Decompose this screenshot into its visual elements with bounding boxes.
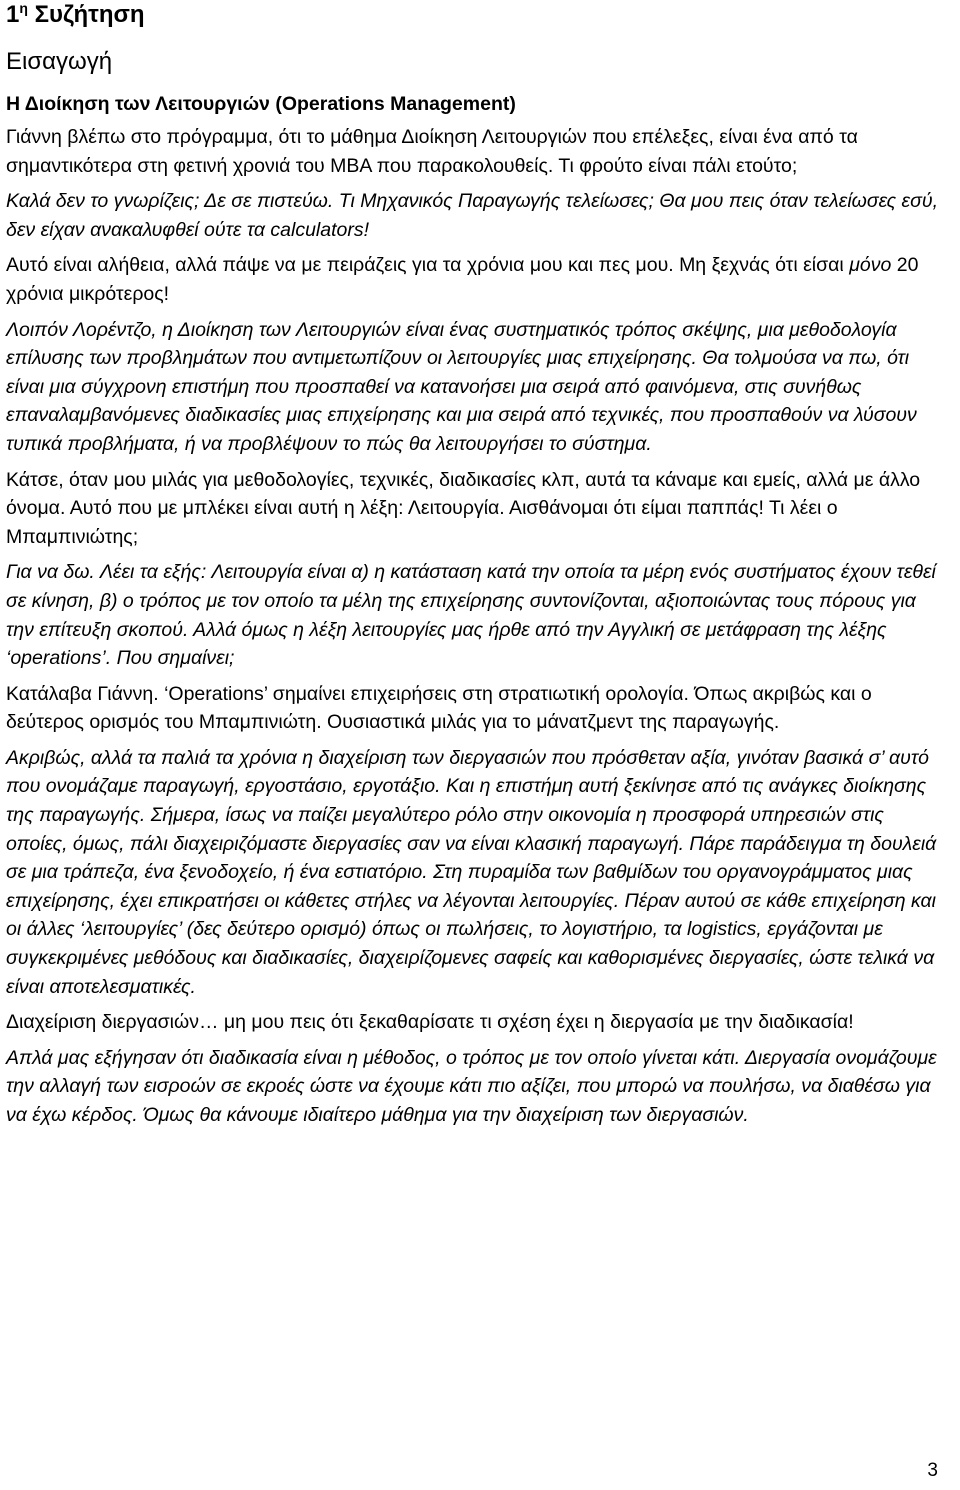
- paragraph-5: Κάτσε, όταν μου μιλάς για μεθοδολογίες, τεχνικές, διαδικασίες κλπ, αυτά τα κάναμε και εμείς, αλλά με άλλο όνομα. Αυτό που με μπλέκει είναι αυτή η λέξη: Λειτουργία. Αισθάνομαι ότι είμαι παππάς! Τι λέει ο Μπαμπινιώτης;: [6, 468, 921, 548]
- page-number: 3: [927, 1460, 938, 1481]
- paragraph-4: Λοιπόν Λορέντζο, η Διοίκηση των Λειτουργιών είναι ένας συστηματικός τρόπος σκέψης, μια μεθοδολογία επίλυσης των προβλημάτων που αντιμετωπίζουν οι λειτουργίες μιας επιχείρησης. Θα τολμούσα να πω, ότι είναι μια σύγχρονη επιστήμη που προσπαθεί να κατανοήσει μια σειρά από φαινόμενα, στις συνήθως επαναλαμβανόμενες διαδικασίες μιας επιχείρησης και μια σειρά από τεχνικές, που προσπαθούν να λύσουν τυπικά προβλήματα, ή να προβλέψουν το πώς θα λειτουργήσει το σύστημα.: [6, 318, 917, 455]
- section-title: Εισαγωγή: [6, 48, 113, 75]
- chapter-number-suffix: η: [19, 0, 28, 16]
- chapter-heading: [6, 0, 942, 30]
- paragraph-10: Απλά μας εξήγησαν ότι διαδικασία είναι η μέθοδος, ο τρόπος με τον οποίο γίνεται κάτι. Διεργασία ονομάζουμε την αλλαγή των εισροών σε εκροές ώστε να έχουμε κάτι πιο αξίζει, που μπορώ να πουλήσω, να διαθέσω για να έχω κέρδος. Όμως θα κάνουμε ιδιαίτερο μάθημα για την διαχείριση των διεργασιών.: [6, 1046, 937, 1126]
- paragraph-3: Αυτό είναι αλήθεια, αλλά πάψε να με πειράζεις για τα χρόνια μου και πες μου. Μη ξεχνάς ότι είσαι μόνο 20 χρόνια μικρότερος!: [6, 254, 919, 305]
- paragraph-6: Για να δω. Λέει τα εξής: Λειτουργία είναι α) η κατάσταση κατά την οποία τα μέρη ενός συστήματος έχουν τεθεί σε κίνηση, β) ο τρόπος με τον οποίο τα μέλη της επιχείρησης συντονίζονται, αξιοποιώντας τους πόρους για την επίτευξη σκοπού. Αλλά όμως η λέξη λειτουργίες μας ήρθε από την Αγγλική σε μετάφραση της λέξης ‘operations’. Που σημαίνει;: [6, 561, 936, 670]
- paragraph-9: Διαχείριση διεργασιών… μη μου πεις ότι ξεκαθαρίσατε τι σχέση έχει η διεργασία με την διαδικασία!: [6, 1011, 854, 1034]
- chapter-number: 1: [6, 1, 20, 28]
- paragraph-7: Κατάλαβα Γιάννη. ‘Operations’ σημαίνει επιχειρήσεις στη στρατιωτική ορολογία. Όπως ακριβώς και ο δεύτερος ορισμός του Μπαμπινιώτη. Ουσιαστικά μιλάς για το μάνατζμεντ της παραγωγής.: [6, 682, 872, 734]
- paragraph-1: Γιάννη βλέπω στο πρόγραμμα, ότι το μάθημα Διοίκηση Λειτουργιών που επέλεξες, είναι ένα από τα σημαντικότερα στη φετινή χρονιά του ΜΒΑ που παρακολουθείς. Τι φρούτο είναι πάλι ετούτο;: [6, 126, 858, 177]
- paragraph-8: Ακριβώς, αλλά τα παλιά τα χρόνια η διαχείριση των διεργασιών που πρόσθεταν αξία, γινόταν βασικά σ’ αυτό που ονομάζαμε παραγωγή, εργοστάσιο, εργοτάξιο. Και η επιστήμη αυτή ξεκίνησε από τις ανάγκες διοίκησης της παραγωγής. Σήμερα, ίσως να παίζει μεγαλύτερο ρόλο στην οικονομία η προσφορά υπηρεσιών στις οποίες, όμως, πάλι διαχειριζόμαστε διεργασίες σαν να είναι κλασική παραγωγή. Πάρε παράδειγμα τη δουλειά σε μια τράπεζα, ένα ξενοδοχείο, ή ένα εστιατόριο. Στη πυραμίδα των βαθμίδων του οργανογράμματος μιας επιχείρησης, έχει επικρατήσει οι κάθετες στήλες να λέγονται λειτουργίες. Πέραν αυτού σε κάθε επιχείρηση και οι άλλες ‘λειτουργίες’ (δες δεύτερο ορισμό) όπως οι πωλήσεις, το λογιστήριο, τα logistics, εργάζονται με συγκεκριμένες μεθόδους και διαδικασίες, διαχειρίζομενες σαφείς και καθορισμένες διεργασίες, ώστε τελικά να είναι αποτελεσματικές.: [6, 746, 937, 998]
- paragraph-2: Καλά δεν το γνωρίζεις; Δε σε πιστεύω. Τι Μηχανικός Παραγωγής τελείωσες; Θα μου πεις όταν τελείωσες εσύ, δεν είχαν ανακαλυφθεί ούτε τα calculators!: [6, 190, 939, 241]
- subsection-title: Η Διοίκηση των Λειτουργιών (Operations Management): [6, 93, 516, 115]
- chapter-title: Συζήτηση: [34, 1, 145, 28]
